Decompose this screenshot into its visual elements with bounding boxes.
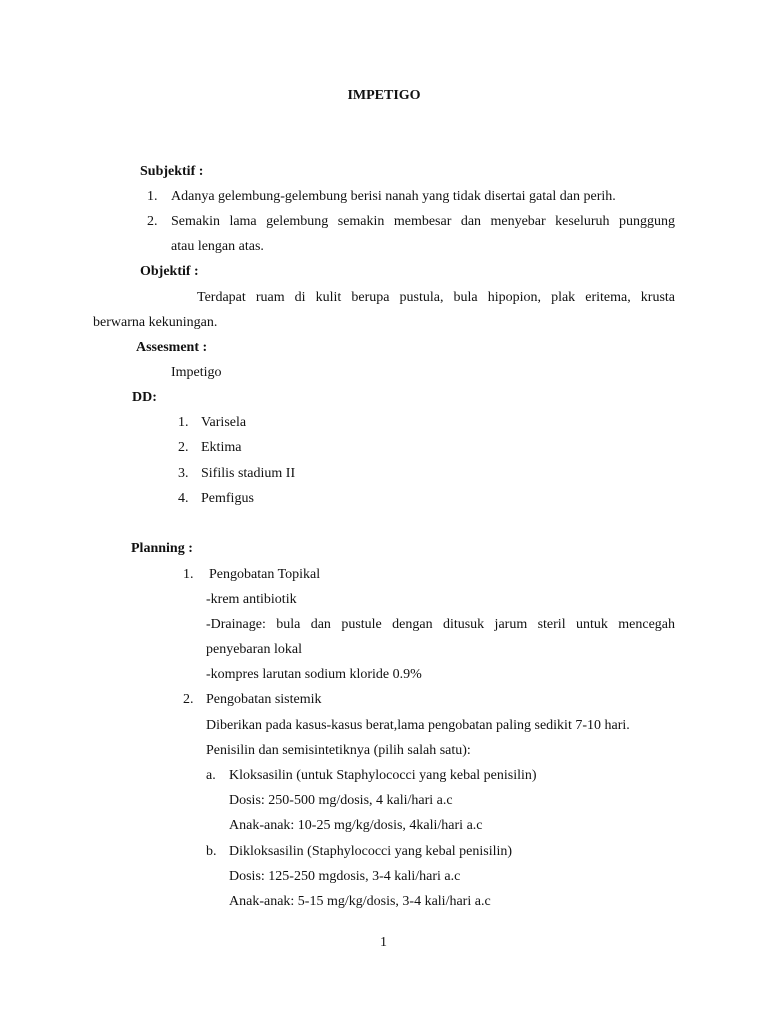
subjektif-item-2-text: Semakin lama gelembung semakin membesar dan menyebar keseluruh punggung xyxy=(171,214,675,229)
dd-item-2-number: 2. xyxy=(178,440,189,455)
dd-item-3-text: Sifilis stadium II xyxy=(201,466,296,481)
dd-heading: DD: xyxy=(132,390,157,405)
dd-item-3-number: 3. xyxy=(178,466,189,481)
planning-topikal-line-2: -Drainage: bula dan pustule dengan ditusuk jarum steril untuk mencegah xyxy=(206,617,675,632)
subjektif-item-1-number: 1. xyxy=(147,189,158,204)
assesment-heading: Assesment : xyxy=(136,340,208,355)
planning-topikal-title: Pengobatan Topikal xyxy=(209,567,321,582)
planning-topikal-number: 1. xyxy=(183,567,194,582)
objektif-heading: Objektif : xyxy=(140,264,199,279)
dd-item-1-text: Varisela xyxy=(201,415,247,430)
drug-a-name: Kloksasilin (untuk Staphylococci yang kebal penisilin) xyxy=(229,768,537,783)
subjektif-item-1-text: Adanya gelembung-gelembung berisi nanah yang tidak disertai gatal dan perih. xyxy=(171,189,616,204)
assesment-text: Impetigo xyxy=(171,365,222,380)
planning-sistemik-title: Pengobatan sistemik xyxy=(206,692,322,707)
drug-a-dose: Dosis: 250-500 mg/dosis, 4 kali/hari a.c xyxy=(229,793,453,808)
planning-sistemik-intro-2: Penisilin dan semisintetiknya (pilih salah satu): xyxy=(206,743,471,758)
drug-a-letter: a. xyxy=(206,768,216,783)
planning-sistemik-intro-1: Diberikan pada kasus-kasus berat,lama pengobatan paling sedikit 7-10 hari. xyxy=(206,718,630,733)
planning-heading: Planning : xyxy=(131,541,193,556)
dd-item-2-text: Ektima xyxy=(201,440,242,455)
subjektif-item-2-number: 2. xyxy=(147,214,158,229)
objektif-line-2: berwarna kekuningan. xyxy=(93,315,218,330)
objektif-line-1: Terdapat ruam di kulit berupa pustula, bula hipopion, plak eritema, krusta xyxy=(197,290,675,305)
subjektif-heading: Subjektif : xyxy=(140,164,204,179)
drug-b-name: Dikloksasilin (Staphylococci yang kebal penisilin) xyxy=(229,844,513,859)
document-title: IMPETIGO xyxy=(347,88,421,103)
planning-sistemik-number: 2. xyxy=(183,692,194,707)
drug-a-child-dose: Anak-anak: 10-25 mg/kg/dosis, 4kali/hari a.c xyxy=(229,818,483,833)
dd-item-4-text: Pemfigus xyxy=(201,491,254,506)
drug-b-child-dose: Anak-anak: 5-15 mg/kg/dosis, 3-4 kali/hari a.c xyxy=(229,894,491,909)
planning-topikal-line-1: -krem antibiotik xyxy=(206,592,297,607)
drug-b-dose: Dosis: 125-250 mgdosis, 3-4 kali/hari a.c xyxy=(229,869,461,884)
dd-item-4-number: 4. xyxy=(178,491,189,506)
page-number: 1 xyxy=(380,935,387,950)
drug-b-letter: b. xyxy=(206,844,217,859)
planning-topikal-line-3: penyebaran lokal xyxy=(206,642,303,657)
planning-topikal-line-4: -kompres larutan sodium kloride 0.9% xyxy=(206,667,422,682)
dd-item-1-number: 1. xyxy=(178,415,189,430)
subjektif-item-2-continuation: atau lengan atas. xyxy=(171,239,264,254)
